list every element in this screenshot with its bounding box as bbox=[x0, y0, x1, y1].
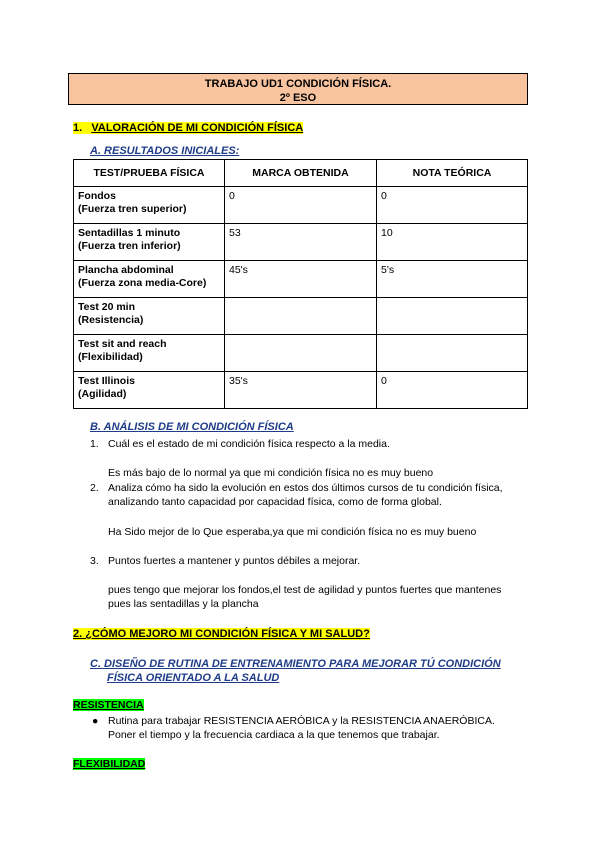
grade-cell: 10 bbox=[377, 224, 528, 261]
answer-2: Ha Sido mejor de lo Que esperaba,ya que mi condición física no es muy bueno bbox=[108, 526, 477, 538]
resistencia-text-line-1: Rutina para trabajar RESISTENCIA AERÓBICA y la RESISTENCIA ANAERÓBICA. bbox=[108, 715, 495, 727]
table-row bbox=[74, 335, 528, 372]
section-1-number: 1. bbox=[73, 122, 83, 134]
table-row bbox=[74, 372, 528, 409]
grade-cell: 5's bbox=[377, 261, 528, 298]
table-row bbox=[74, 224, 528, 261]
answer-3-line-2: pues las sentadillas y la plancha bbox=[108, 598, 259, 610]
subsection-c-heading: C. DISEÑO DE RUTINA DE ENTRENAMIENTO PARA MEJORAR TÚ CONDICIÓN FÍSICA ORIENTADO A LA SALUD bbox=[90, 658, 501, 684]
test-cell: Fondos (Fuerza tren superior) bbox=[74, 187, 225, 224]
resistencia-text-line-2: Poner el tiempo y la frecuencia cardiaca a la que tenemos que trabajar. bbox=[108, 729, 440, 741]
section-2-heading: 2. ¿CÓMO MEJORO MI CONDICIÓN FÍSICA Y MI SALUD? bbox=[73, 628, 370, 640]
mark-cell: 0 bbox=[225, 187, 377, 224]
question-3-number: 3. bbox=[90, 555, 99, 567]
grade-cell bbox=[377, 335, 528, 372]
mark-cell: 35's bbox=[225, 372, 377, 409]
answer-3-line-1: pues tengo que mejorar los fondos,el test de agilidad y puntos fuertes que mantenes bbox=[108, 584, 502, 596]
test-cell: Test Illinois (Agilidad) bbox=[74, 372, 225, 409]
grade-cell bbox=[377, 298, 528, 335]
table-row bbox=[74, 261, 528, 298]
results-table bbox=[73, 159, 528, 409]
flexibilidad-label: FLEXIBILIDAD bbox=[73, 758, 146, 770]
table-row bbox=[74, 298, 528, 335]
test-cell: Sentadillas 1 minuto (Fuerza tren inferior) bbox=[74, 224, 225, 261]
document-subtitle: 2º ESO bbox=[279, 92, 317, 104]
question-2-line-2: analizando tanto capacidad por capacidad física, como de forma global. bbox=[108, 496, 442, 508]
table-row bbox=[74, 187, 528, 224]
answer-1: Es más bajo de lo normal ya que mi condición física no es muy bueno bbox=[108, 467, 434, 479]
test-cell: Test 20 min (Resistencia) bbox=[74, 298, 225, 335]
section-1-title: VALORACIÓN DE MI CONDICIÓN FÍSICA bbox=[91, 122, 304, 134]
subsection-b-heading: B. ANÁLISIS DE MI CONDICIÓN FÍSICA bbox=[90, 421, 294, 433]
grade-cell: 0 bbox=[377, 187, 528, 224]
document-title: TRABAJO UD1 CONDICIÓN FÍSICA. bbox=[204, 78, 392, 90]
resistencia-label: RESISTENCIA bbox=[73, 699, 144, 711]
test-cell: Plancha abdominal (Fuerza zona media-Core) bbox=[74, 261, 225, 298]
question-2-line-1: Analiza cómo ha sido la evolución en estos dos últimos cursos de tu condición física, bbox=[108, 482, 503, 494]
mark-cell bbox=[225, 335, 377, 372]
bullet-icon: ● bbox=[92, 715, 99, 727]
question-1-number: 1. bbox=[90, 438, 99, 450]
grade-cell: 0 bbox=[377, 372, 528, 409]
section-1-heading bbox=[73, 122, 303, 134]
mark-cell bbox=[225, 298, 377, 335]
question-3: Puntos fuertes a mantener y puntos débiles a mejorar. bbox=[108, 555, 361, 567]
table-header-row bbox=[74, 160, 528, 187]
mark-cell: 45's bbox=[225, 261, 377, 298]
test-cell: Test sit and reach (Flexibilidad) bbox=[74, 335, 225, 372]
mark-cell: 53 bbox=[225, 224, 377, 261]
document-title-box bbox=[68, 73, 528, 105]
question-2-number: 2. bbox=[90, 482, 99, 494]
question-1: Cuál es el estado de mi condición física respecto a la media. bbox=[108, 438, 390, 450]
column-header-test: TEST/PRUEBA FÍSICA bbox=[74, 160, 225, 187]
column-header-grade: NOTA TEÓRICA bbox=[377, 160, 528, 187]
column-header-mark: MARCA OBTENIDA bbox=[225, 160, 377, 187]
subsection-a-heading: A. RESULTADOS INICIALES: bbox=[90, 145, 240, 157]
